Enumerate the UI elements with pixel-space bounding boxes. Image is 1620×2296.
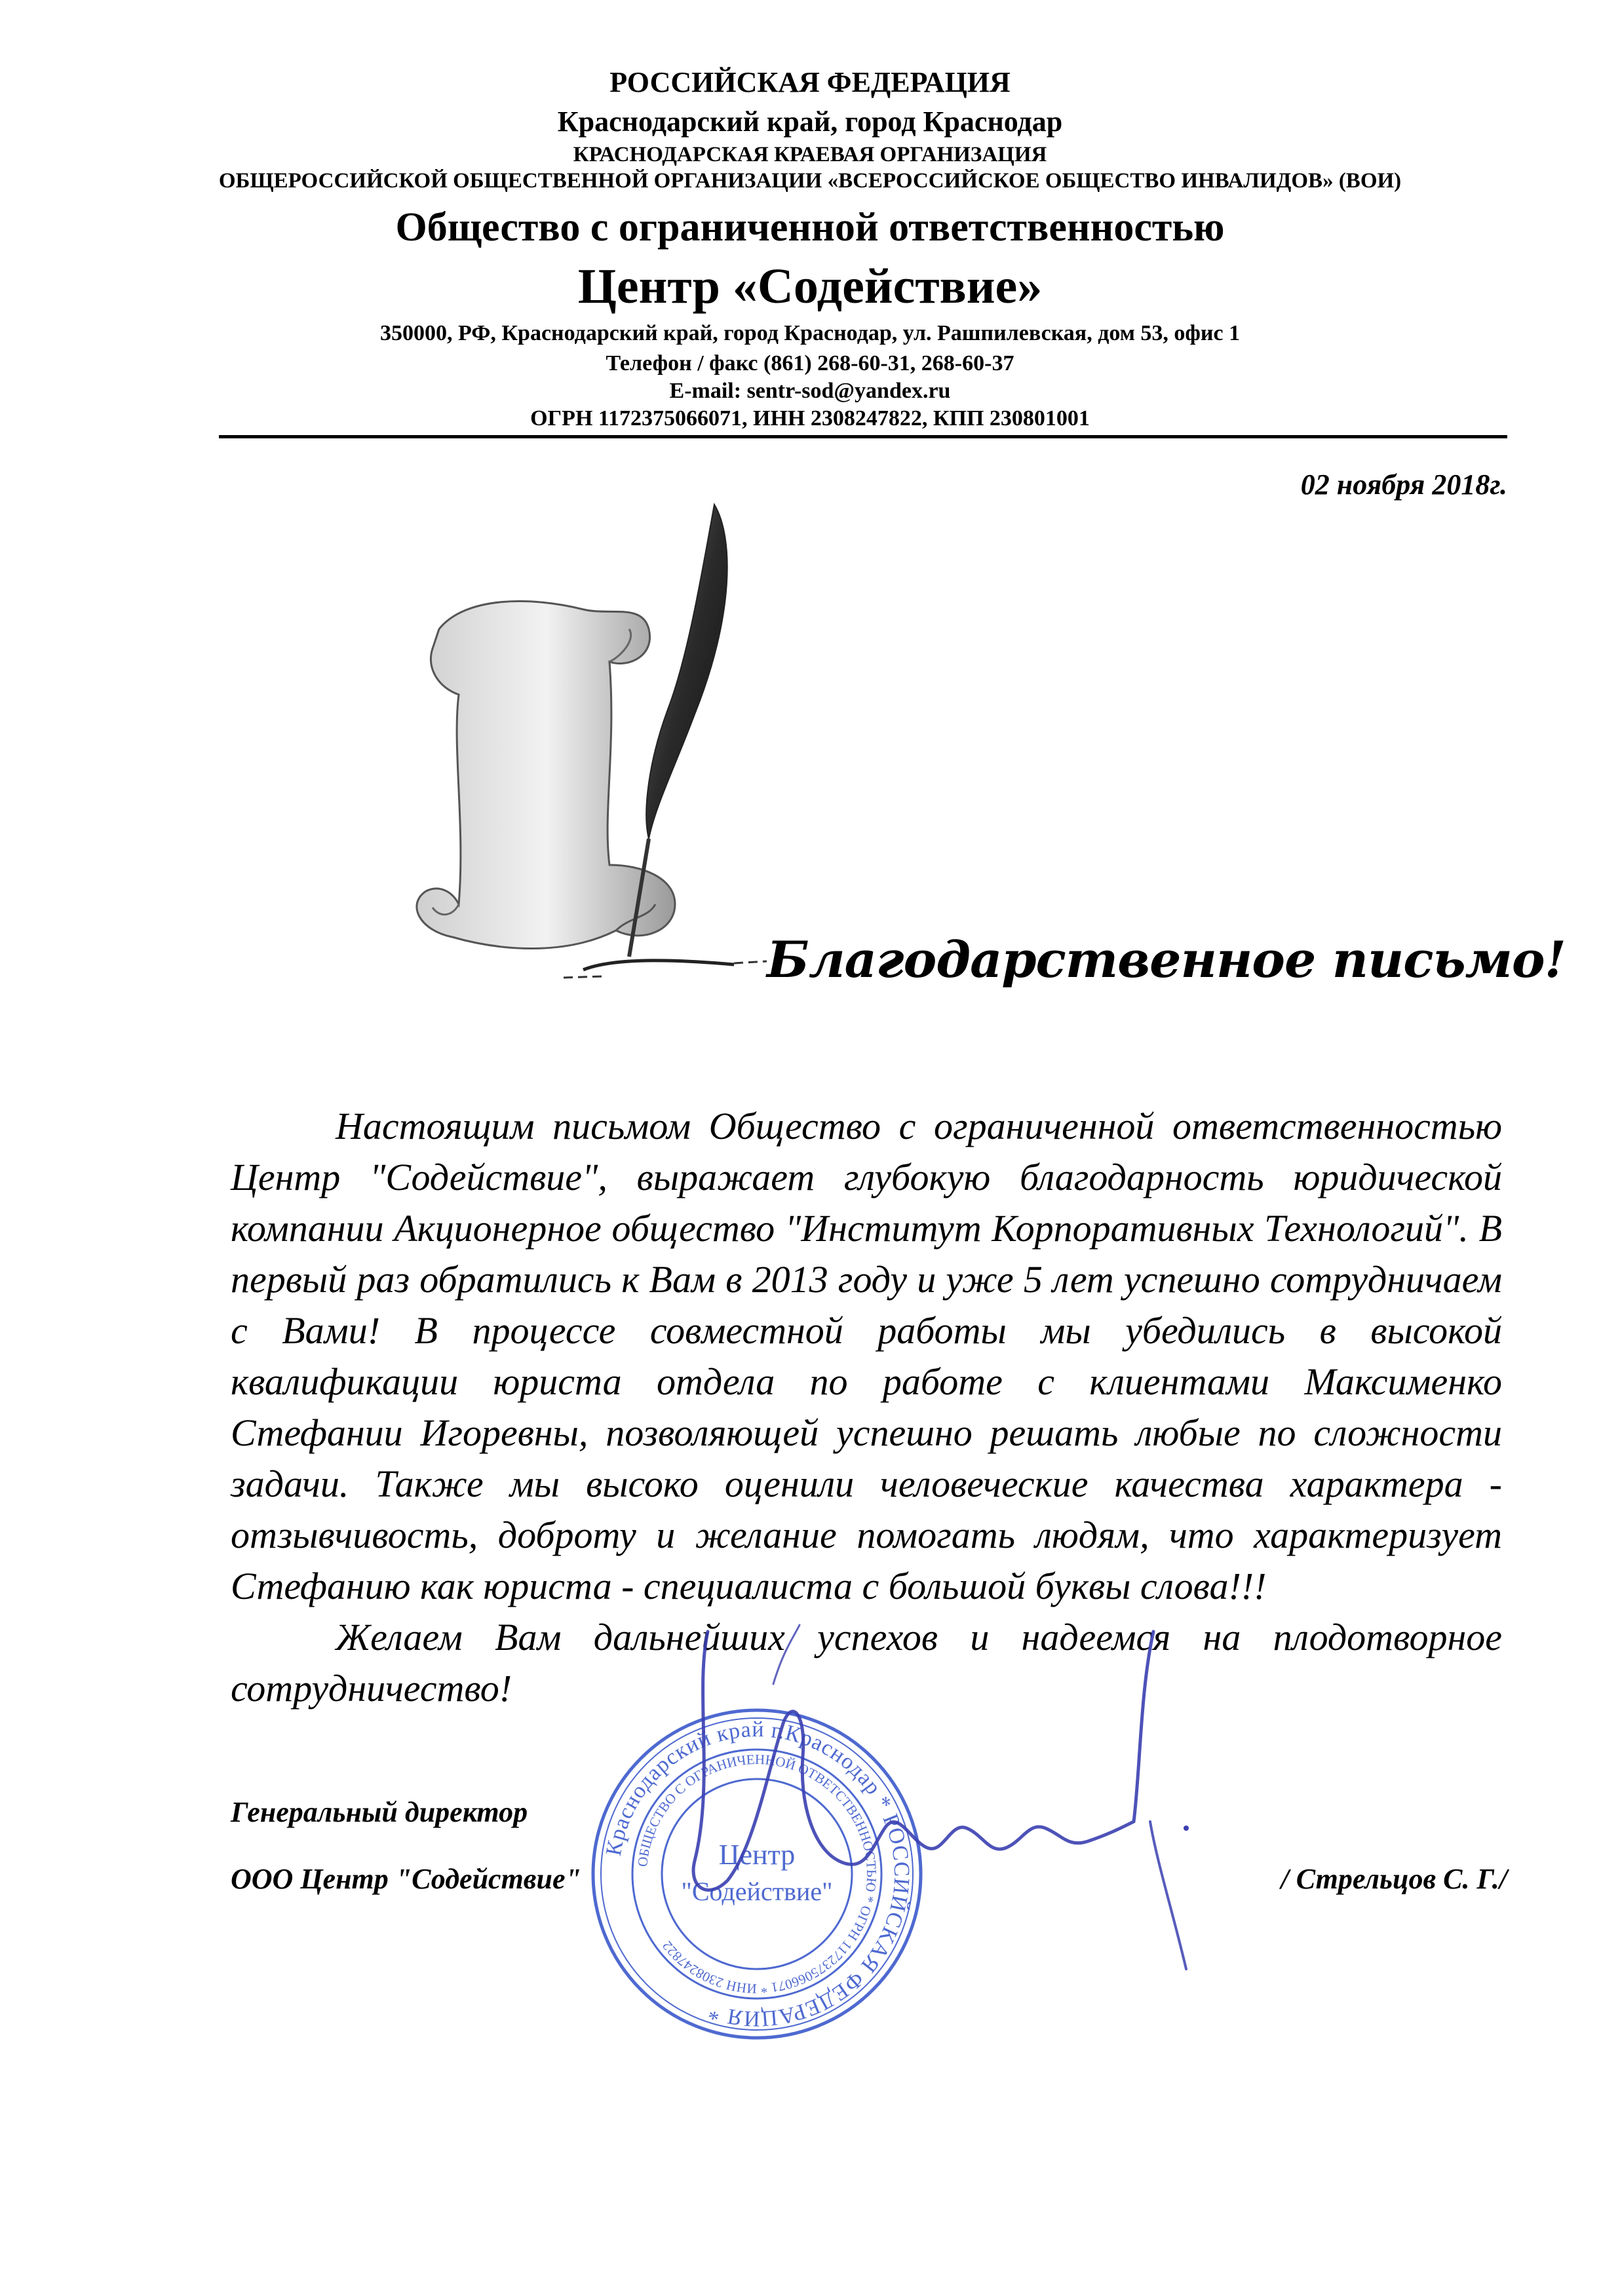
quill-feather — [646, 505, 727, 839]
company-address: 350000, РФ, Краснодарский край, город Краснодар, ул. Рашпилевская, дом 53, офис 1 — [380, 321, 1241, 345]
header-region: Краснодарский край, город Краснодар — [557, 105, 1063, 138]
letter-date: 02 ноября 2018г. — [1300, 469, 1507, 501]
stamp-inner-text: ОБЩЕСТВО С ОГРАНИЧЕННОЙ ОТВЕТСТВЕННОСТЬЮ * ОГРН 1172375066071 * ИНН 2308247822 — [634, 1751, 880, 1997]
company-name: Центр «Содействие» — [577, 259, 1043, 314]
body-paragraph-1: Настоящим письмом Общество с ограниченной ответственностью Центр "Содействие", выражает глубокую благодарность юридической компании Акционерное общество "Институт Корпоративных Технологий". В первый раз обратились к Вам в 2013 году и уже 5 лет успешно сотрудничаем с Вами! В процессе совместной работы мы убедились в высокой квалификации юриста отдела по работе с клиентами Максименко Стефании Игоревны, позволяющей успешно решать любые по сложности задачи. Также мы высоко оценили человеческие качества характера - отзывчивость, доброту и желание помогать людям, что характеризует Стефанию как юриста - специалиста с большой буквы слова!!! — [231, 1105, 1502, 1607]
signer-organization: ООО Центр "Содействие" — [231, 1863, 581, 1895]
header-divider — [219, 435, 1507, 438]
company-email: E-mail: sentr-sod@yandex.ru — [669, 379, 951, 403]
company-phone: Телефон / факс (861) 268-60-31, 268-60-37 — [606, 351, 1014, 375]
header-parent-org-line2: ОБЩЕРОССИЙСКОЙ ОБЩЕСТВЕННОЙ ОРГАНИЗАЦИИ «ВСЕРОССИЙСКОЕ ОБЩЕСТВО ИНВАЛИДОВ» (ВОИ) — [218, 169, 1402, 193]
header-country: РОССИЙСКАЯ ФЕДЕРАЦИЯ — [609, 66, 1011, 98]
company-registration: ОГРН 1172375066071, ИНН 2308247822, КПП 230801001 — [530, 406, 1090, 430]
stamp-outer-text: Краснодарский край г.Краснодар * РОССИЙСКАЯ ФЕДЕРАЦИЯ * — [601, 1717, 914, 2031]
ink-stroke — [583, 961, 734, 970]
stamp-center-line1: Центр — [718, 1839, 796, 1871]
body-paragraph-2: Желаем Вам дальнейших успехов и надеемся на плодотворное сотрудничество! — [231, 1616, 1502, 1710]
company-type: Общество с ограниченной ответственностью — [395, 205, 1225, 250]
handwritten-signature — [668, 1612, 1232, 1979]
signer-position: Генеральный директор — [231, 1796, 528, 1828]
stamp-center-line2: "Содействие" — [681, 1877, 833, 1906]
signer-name: / Стрельцов С. Г./ — [1281, 1863, 1507, 1895]
scroll-paper — [417, 602, 675, 949]
letter-title: Благодарственное письмо! — [767, 930, 1566, 989]
header-parent-org-line1: КРАСНОДАРСКАЯ КРАЕВАЯ ОРГАНИЗАЦИЯ — [573, 143, 1047, 166]
